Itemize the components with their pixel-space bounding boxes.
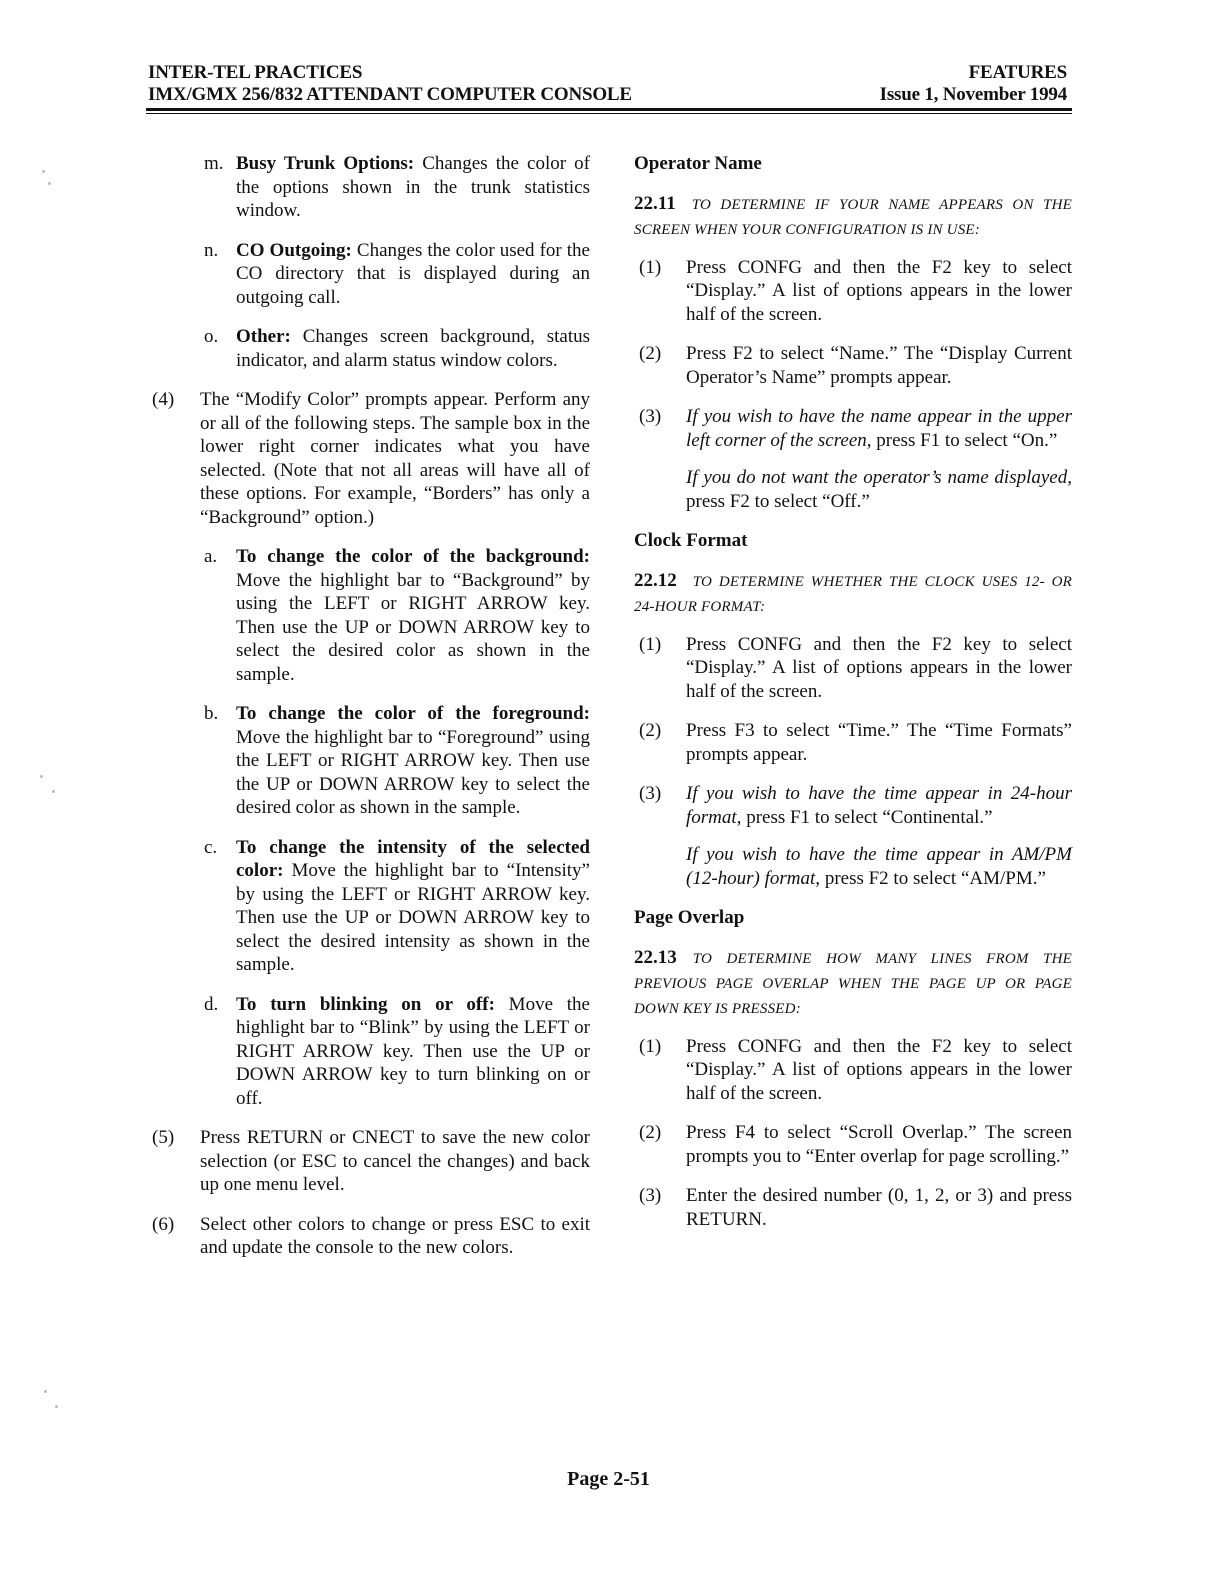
step-text: press F1 to select “Continental.” xyxy=(741,806,993,828)
step-text: Press CONFG and then the F2 key to select “Display.” A list of options appears in the lower half of the screen. xyxy=(686,256,1072,325)
paragraph-heading-22-11 xyxy=(634,192,1072,242)
item-text: Move the highlight bar to “Blink” by using the LEFT or RIGHT ARROW key. Then use the UP or DOWN ARROW key to turn blinking on or off. xyxy=(236,993,590,1109)
item-marker: c. xyxy=(204,836,218,858)
paragraph-number: 22.11 xyxy=(634,192,676,214)
item-title: To change the intensity of the selected color: xyxy=(236,836,590,881)
item-title: To change the color of the foreground: xyxy=(236,703,590,724)
overlap-step-3 xyxy=(634,1184,1072,1231)
step-marker: (6) xyxy=(152,1213,175,1235)
header-rule-thin xyxy=(146,113,1072,114)
item-title: To change the color of the background: xyxy=(236,546,590,567)
step-condition: If you wish to have the name appear in the upper left corner of the screen, xyxy=(686,406,1072,451)
step-5 xyxy=(146,1126,590,1197)
operator-step-3 xyxy=(634,405,1072,452)
step-text: The “Modify Color” prompts appear. Perform any or all of the following steps. The sample box in the lower right corner indicates what you have selected. (Note that not all areas will have all of these options. For example, “Borders” has only a “Background” option.) xyxy=(200,389,590,528)
item-text: Changes the color of the options shown in the trunk statistics window. xyxy=(236,153,590,221)
step-text: press F2 to select “AM/PM.” xyxy=(820,867,1046,889)
step-marker: (2) xyxy=(639,1122,662,1143)
list-item-d xyxy=(150,993,590,1111)
step-text: Enter the desired number (0, 1, 2, or 3) and press RETURN. xyxy=(686,1185,1072,1230)
section-title-page-overlap: Page Overlap xyxy=(634,907,745,928)
list-item-a xyxy=(150,545,590,686)
scan-speck xyxy=(44,1390,47,1393)
item-title: Busy Trunk Options: xyxy=(236,153,415,174)
list-item-c xyxy=(150,836,590,977)
step-marker: (3) xyxy=(639,783,662,804)
paragraph-heading-22-12 xyxy=(634,569,1072,619)
step-marker: (5) xyxy=(152,1127,175,1148)
section-title-clock-format: Clock Format xyxy=(634,530,748,551)
header-rule-thick xyxy=(146,108,1072,111)
step-text: Press F3 to select “Time.” The “Time Formats” prompts appear. xyxy=(686,720,1072,765)
operator-step-3-alt xyxy=(634,466,1072,513)
step-text: Press F4 to select “Scroll Overlap.” The screen prompts you to “Enter overlap for page scrolling.” xyxy=(686,1122,1072,1167)
clock-step-3-alt xyxy=(634,843,1072,890)
item-text: Move the highlight bar to “Intensity” by using the LEFT or RIGHT ARROW key. Then use the UP or DOWN ARROW key to select the desired intensity as shown in the sample. xyxy=(236,860,590,975)
item-title: Other: xyxy=(236,326,291,347)
step-condition: If you wish to have the time appear in 24-hour format, xyxy=(686,783,1072,828)
step-condition: If you do not want the operator’s name displayed, xyxy=(686,467,1072,488)
header-section: FEATURES xyxy=(968,62,1067,83)
page-number: Page 2-51 xyxy=(567,1468,650,1490)
step-marker: (3) xyxy=(639,406,662,427)
step-text: Press RETURN or CNECT to save the new color selection (or ESC to cancel the changes) and back up one menu level. xyxy=(200,1127,590,1195)
step-marker: (4) xyxy=(152,389,175,410)
paragraph-number: 22.12 xyxy=(634,569,677,591)
step-text: Press CONFG and then the F2 key to select “Display.” A list of options appears in the lower half of the screen. xyxy=(686,633,1072,702)
step-6 xyxy=(146,1213,590,1260)
scan-speck xyxy=(40,775,43,778)
section-title-operator-name: Operator Name xyxy=(634,153,762,174)
header-right xyxy=(880,62,1067,106)
item-marker: d. xyxy=(204,993,219,1015)
paragraph-caption: TO DETERMINE HOW MANY LINES FROM THE PREVIOUS PAGE OVERLAP WHEN THE PAGE UP OR PAGE DOWN KEY IS PRESSED: xyxy=(634,950,1072,1017)
step-text: Select other colors to change or press ESC to exit and update the console to the new colors. xyxy=(200,1213,590,1258)
paragraph-caption: TO DETERMINE WHETHER THE CLOCK USES 12- OR 24-HOUR FORMAT: xyxy=(634,573,1072,615)
left-column xyxy=(150,152,590,1276)
header-practice-title: INTER-TEL PRACTICES xyxy=(148,62,363,83)
step-marker: (2) xyxy=(639,343,662,364)
clock-step-1 xyxy=(634,633,1072,704)
header-left xyxy=(148,62,632,106)
scan-speck xyxy=(42,170,45,173)
step-marker: (1) xyxy=(639,256,662,278)
item-title: CO Outgoing: xyxy=(236,239,352,261)
step-4 xyxy=(146,388,590,529)
scan-speck xyxy=(52,790,55,793)
item-marker: n. xyxy=(204,239,219,261)
step-text: Press F2 to select “Name.” The “Display Current Operator’s Name” prompts appear. xyxy=(686,343,1072,388)
operator-step-2 xyxy=(634,342,1072,389)
item-title: To turn blinking on or off: xyxy=(236,993,495,1015)
list-item-m xyxy=(150,152,590,223)
clock-step-3 xyxy=(634,782,1072,829)
scan-speck xyxy=(48,182,51,185)
item-marker: b. xyxy=(204,703,219,724)
header-issue: Issue 1, November 1994 xyxy=(879,84,1067,105)
clock-step-2 xyxy=(634,719,1072,766)
overlap-step-1 xyxy=(634,1035,1072,1106)
item-marker: o. xyxy=(204,326,219,347)
overlap-step-2 xyxy=(634,1121,1072,1168)
list-item-o xyxy=(150,325,590,372)
paragraph-caption: TO DETERMINE IF YOUR NAME APPEARS ON THE SCREEN WHEN YOUR CONFIGURATION IS IN USE: xyxy=(634,196,1072,238)
step-text: press F1 to select “On.” xyxy=(871,429,1058,451)
step-text: Press CONFG and then the F2 key to select “Display.” A list of options appears in the lower half of the screen. xyxy=(686,1035,1072,1104)
paragraph-number: 22.13 xyxy=(634,946,677,968)
header-product-title: IMX/GMX 256/832 ATTENDANT COMPUTER CONSOLE xyxy=(148,84,632,105)
list-item-n xyxy=(150,239,590,310)
step-marker: (3) xyxy=(639,1185,662,1206)
right-column xyxy=(634,152,1072,1247)
operator-step-1 xyxy=(634,256,1072,327)
list-item-b xyxy=(150,702,590,820)
item-text: Changes the color used for the CO directory that is displayed during an outgoing call. xyxy=(236,239,590,308)
step-marker: (1) xyxy=(639,1035,662,1057)
item-marker: a. xyxy=(204,546,218,567)
step-marker: (1) xyxy=(639,633,662,655)
scan-speck xyxy=(55,1405,58,1408)
item-text: Move the highlight bar to “Background” by using the LEFT or RIGHT ARROW key. Then use the UP or DOWN ARROW key to select the desired color as shown in the sample. xyxy=(236,569,590,685)
item-marker: m. xyxy=(204,153,224,174)
step-text: press F2 to select “Off.” xyxy=(686,490,870,512)
step-condition: If you wish to have the time appear in AM/PM (12-hour) format, xyxy=(686,844,1072,889)
paragraph-heading-22-13 xyxy=(634,946,1072,1021)
step-marker: (2) xyxy=(639,720,662,741)
item-text: Move the highlight bar to “Foreground” using the LEFT or RIGHT ARROW key. Then use the UP or DOWN ARROW key to select the desired color as shown in the sample. xyxy=(236,726,590,818)
item-text: Changes screen background, status indicator, and alarm status window colors. xyxy=(236,326,590,371)
